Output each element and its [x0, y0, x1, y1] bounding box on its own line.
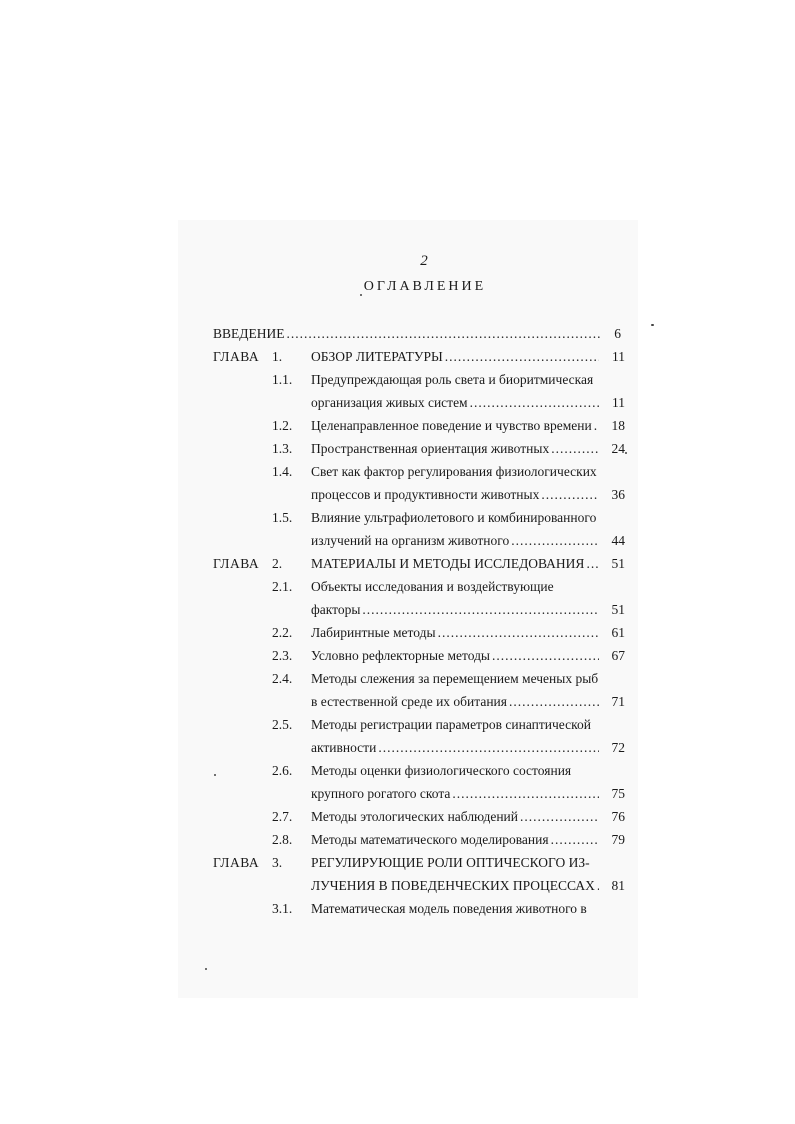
toc-entry-1-4-line1[interactable] — [311, 461, 601, 483]
section-1-2-page: 18 — [611, 418, 625, 433]
leader-dots — [520, 806, 599, 828]
section-1-1-number: 1.1. — [272, 372, 293, 387]
leader-dots — [551, 829, 599, 851]
toc-title: ОГЛАВЛЕНИЕ — [363, 279, 487, 294]
toc-entry-2-1-line2[interactable] — [311, 599, 601, 621]
leader-dots — [470, 392, 599, 414]
section-1-4-page: 36 — [611, 487, 625, 502]
toc-entry-2-3[interactable] — [311, 645, 601, 667]
toc-entry-2-5-line2[interactable] — [311, 737, 601, 759]
toc-entry-chapter-3-line1[interactable] — [311, 852, 601, 874]
section-1-3-title: Пространственная ориентация животных — [311, 441, 550, 456]
section-2-2-title: Лабиринтные методы — [311, 625, 436, 640]
chapter-3-title: РЕГУЛИРУЮЩИЕ РОЛИ ОПТИЧЕСКОГО ИЗ- — [311, 855, 590, 870]
toc-entry-2-8[interactable] — [311, 829, 601, 851]
leader-dots — [541, 484, 599, 506]
toc-entry-2-5-line1[interactable] — [311, 714, 601, 736]
toc-entry-2-7[interactable] — [311, 806, 601, 828]
page-number: 2 — [420, 253, 428, 269]
section-2-6-title-cont: крупного рогатого скота — [311, 786, 451, 801]
section-1-2-number: 1.2. — [272, 418, 293, 433]
leader-dots — [438, 622, 599, 644]
toc-entry-1-5-line2[interactable] — [311, 530, 601, 552]
section-1-4-title: Свет как фактор регулирования физиологических — [311, 464, 597, 479]
leader-dots — [362, 599, 599, 621]
section-2-8-page: 79 — [611, 832, 625, 847]
section-1-5-page: 44 — [611, 533, 625, 548]
toc-entry-2-1-line1[interactable] — [311, 576, 601, 598]
chapter-1-page: 11 — [612, 349, 625, 364]
scan-speck — [360, 294, 362, 296]
chapter-3-number: 3. — [272, 855, 283, 870]
toc-entry-chapter-3-line2[interactable] — [311, 875, 601, 897]
section-1-3-number: 1.3. — [272, 441, 293, 456]
section-2-5-title: Методы регистрации параметров синаптической — [311, 717, 591, 732]
section-2-4-page: 71 — [611, 694, 625, 709]
chapter-3-label: ГЛАВА — [213, 855, 260, 870]
leader-dots — [378, 737, 599, 759]
section-3-1-number: 3.1. — [272, 901, 293, 916]
toc-entry-chapter-2[interactable] — [311, 553, 601, 575]
toc-entry-1-3[interactable] — [311, 438, 601, 460]
section-2-7-number: 2.7. — [272, 809, 293, 824]
section-1-1-title: Предупреждающая роль света и биоритмическая — [311, 372, 594, 387]
section-1-2-title: Целенаправленное поведение и чувство времени — [311, 418, 592, 433]
section-2-6-number: 2.6. — [272, 763, 293, 778]
section-2-5-title-cont: активности — [311, 740, 377, 755]
scan-speck — [214, 774, 216, 776]
section-1-4-number: 1.4. — [272, 464, 293, 479]
section-2-6-page: 75 — [611, 786, 625, 801]
section-1-4-title-cont: процессов и продуктивности животных — [311, 487, 540, 502]
leader-dots — [509, 691, 599, 713]
toc-entry-intro[interactable] — [213, 323, 603, 345]
section-2-1-title-cont: факторы — [311, 602, 361, 617]
section-2-5-page: 72 — [611, 740, 625, 755]
section-2-4-number: 2.4. — [272, 671, 293, 686]
section-2-7-title: Методы этологических наблюдений — [311, 809, 518, 824]
leader-dots — [511, 530, 599, 552]
leader-dots — [286, 323, 601, 345]
section-2-7-page: 76 — [611, 809, 625, 824]
section-2-8-title: Методы математического моделирования — [311, 832, 549, 847]
scan-speck — [205, 968, 207, 970]
toc-entry-2-4-line2[interactable] — [311, 691, 601, 713]
section-1-5-title-cont: излучений на организм животного — [311, 533, 510, 548]
chapter-1-title: ОБЗОР ЛИТЕРАТУРЫ — [311, 349, 443, 364]
section-2-2-number: 2.2. — [272, 625, 293, 640]
section-1-5-number: 1.5. — [272, 510, 293, 525]
section-3-1-title: Математическая модель поведения животного в — [311, 901, 587, 916]
chapter-3-title-cont: ЛУЧЕНИЯ В ПОВЕДЕНЧЕСКИХ ПРОЦЕССАХ — [311, 878, 595, 893]
toc-entry-3-1[interactable] — [311, 898, 601, 920]
section-2-4-title: Методы слежения за перемещением меченых рыб — [311, 671, 599, 686]
toc-entry-chapter-1[interactable] — [311, 346, 601, 368]
toc-entry-1-1-line1[interactable] — [311, 369, 601, 391]
section-2-3-page: 67 — [611, 648, 625, 663]
chapter-2-page: 51 — [611, 556, 625, 571]
toc-entry-1-4-line2[interactable] — [311, 484, 601, 506]
toc-entry-2-2[interactable] — [311, 622, 601, 644]
toc-entry-2-6-line2[interactable] — [311, 783, 601, 805]
chapter-2-title: МАТЕРИАЛЫ И МЕТОДЫ ИССЛЕДОВАНИЯ — [311, 556, 585, 571]
leader-dots — [445, 346, 599, 368]
chapter-2-number: 2. — [272, 556, 283, 571]
chapter-1-number: 1. — [272, 349, 283, 364]
chapter-3-page: 81 — [611, 878, 625, 893]
section-1-1-page: 11 — [612, 395, 625, 410]
intro-label: ВВЕДЕНИЕ — [213, 326, 285, 341]
leader-dots — [551, 438, 599, 460]
section-2-4-title-cont: в естественной среде их обитания — [311, 694, 507, 709]
toc-entry-2-6-line1[interactable] — [311, 760, 601, 782]
section-1-5-title: Влияние ультрафиолетового и комбинированного — [311, 510, 597, 525]
section-2-2-page: 61 — [611, 625, 625, 640]
leader-dots — [452, 783, 599, 805]
section-1-1-title-cont: организация живых систем — [311, 395, 468, 410]
chapter-1-label: ГЛАВА — [213, 349, 260, 364]
chapter-2-label: ГЛАВА — [213, 556, 260, 571]
toc-entry-1-5-line1[interactable] — [311, 507, 601, 529]
section-2-3-number: 2.3. — [272, 648, 293, 663]
section-2-1-title: Объекты исследования и воздействующие — [311, 579, 554, 594]
intro-page: 6 — [614, 326, 621, 341]
section-2-1-page: 51 — [611, 602, 625, 617]
section-2-5-number: 2.5. — [272, 717, 293, 732]
scan-speck — [651, 324, 654, 326]
section-1-3-page: 24 — [611, 441, 625, 456]
leader-dots — [492, 645, 599, 667]
section-2-8-number: 2.8. — [272, 832, 293, 847]
section-2-1-number: 2.1. — [272, 579, 293, 594]
toc-entry-1-2[interactable] — [311, 415, 601, 437]
toc-entry-1-1-line2[interactable] — [311, 392, 601, 414]
section-2-6-title: Методы оценки физиологического состояния — [311, 763, 572, 778]
section-2-3-title: Условно рефлекторные методы — [311, 648, 491, 663]
toc-entry-2-4-line1[interactable] — [311, 668, 601, 690]
scan-speck — [625, 452, 627, 454]
